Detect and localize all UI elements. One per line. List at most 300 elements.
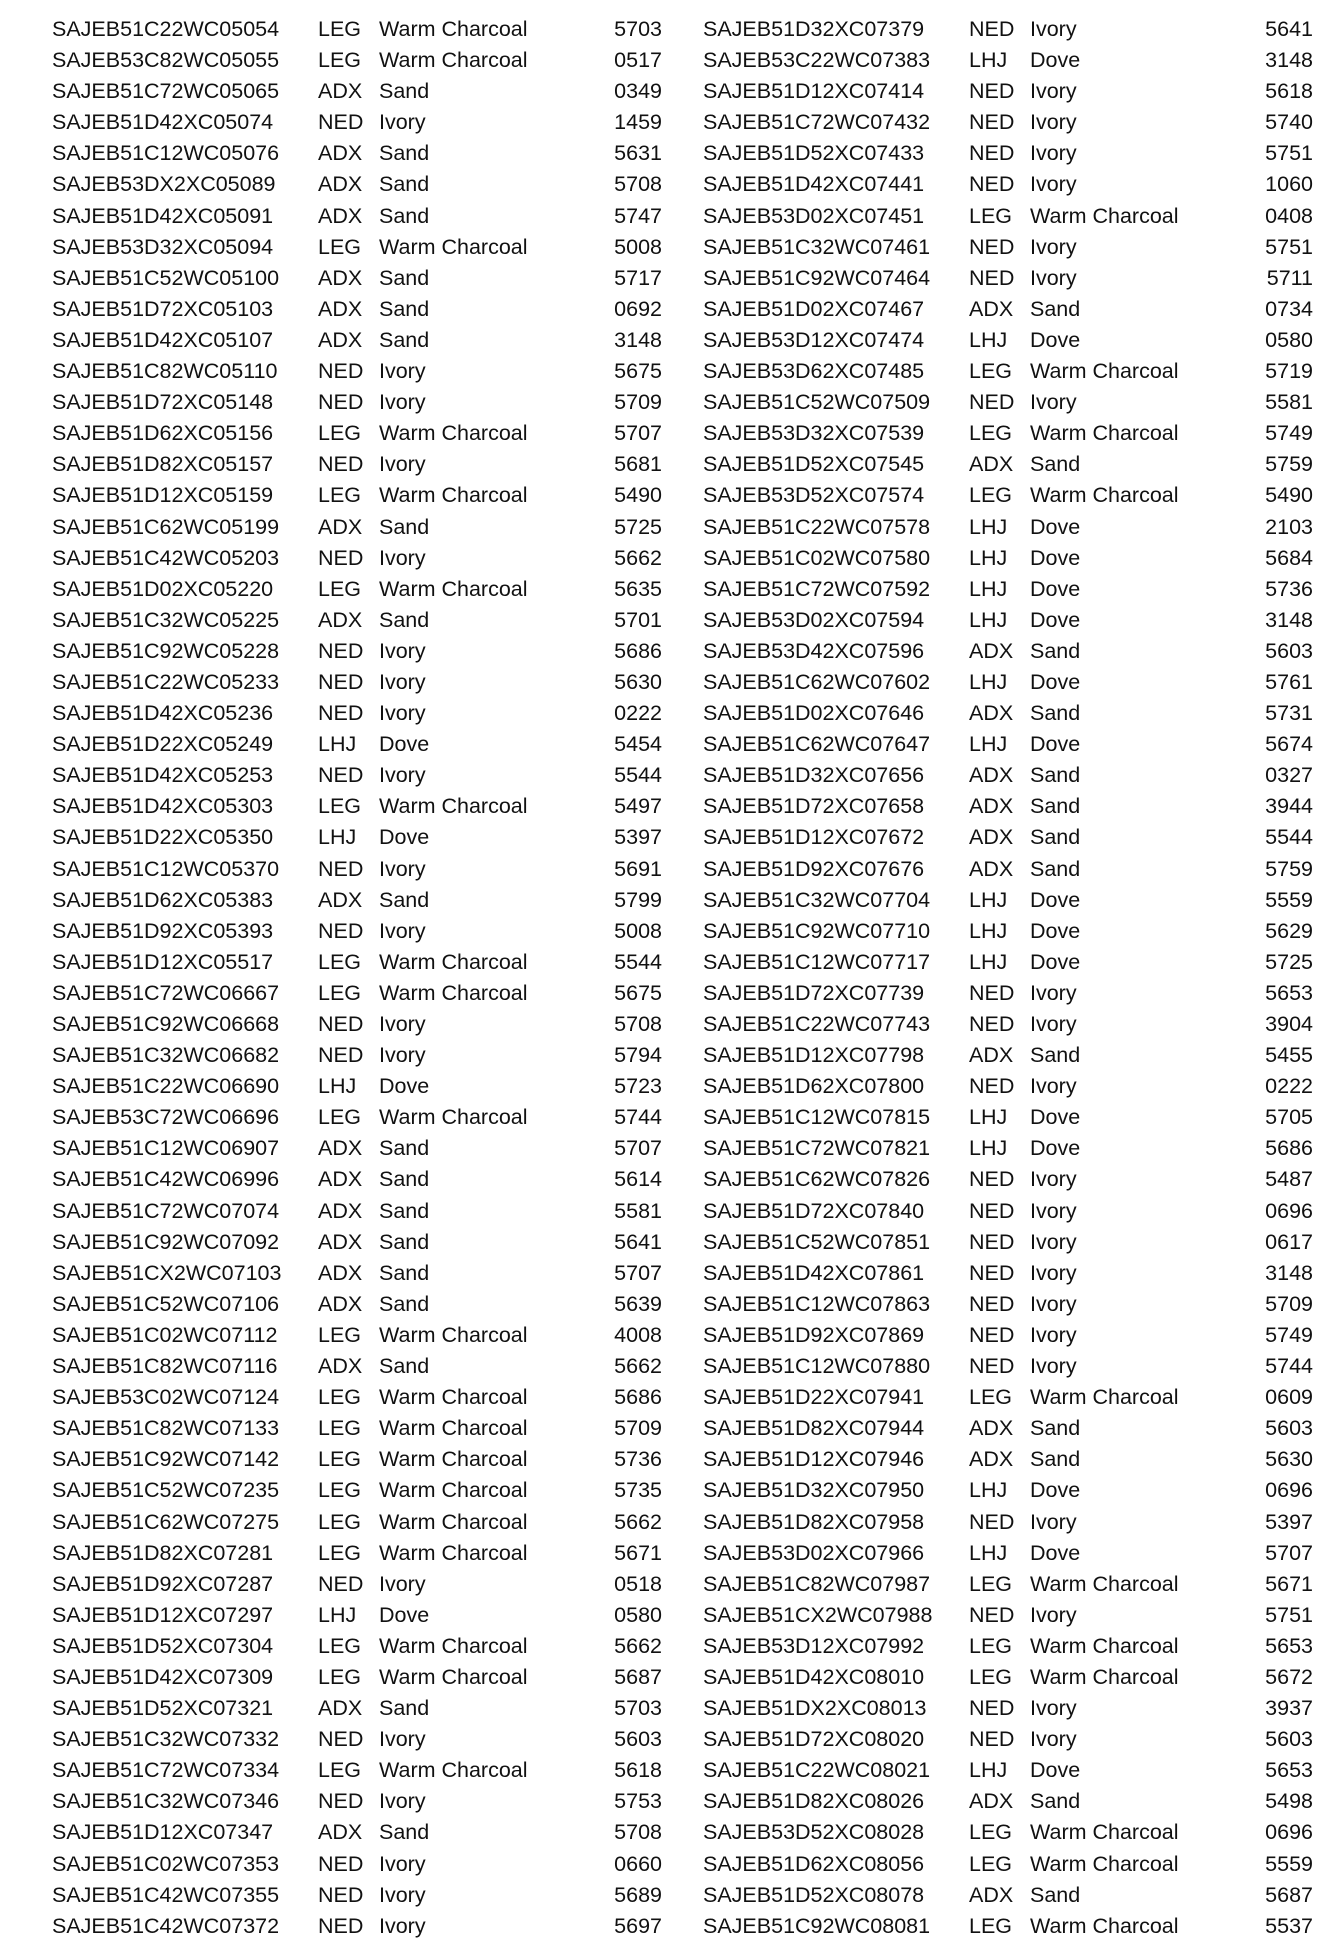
- code-cell: ADX: [969, 638, 1014, 663]
- code-cell: LEG: [318, 980, 362, 1005]
- vin-cell: SAJEB51C92WC08081: [703, 1913, 931, 1938]
- vin-cell: SAJEB51CX2WC07988: [703, 1602, 933, 1627]
- color-cell: Warm Charcoal: [379, 1758, 528, 1783]
- color-cell: Ivory: [1030, 1229, 1077, 1254]
- vin-cell: SAJEB51C92WC07710: [703, 918, 931, 943]
- number-cell: 5603: [1265, 1416, 1313, 1441]
- color-cell: Ivory: [379, 638, 426, 663]
- code-cell: LEG: [318, 1322, 362, 1347]
- number-cell: 5687: [1265, 1882, 1313, 1907]
- code-cell: LHJ: [318, 732, 357, 757]
- table-row: [52, 1662, 662, 1693]
- number-cell: 5761: [1265, 669, 1313, 694]
- color-cell: Warm Charcoal: [379, 1540, 528, 1565]
- code-cell: NED: [318, 359, 364, 384]
- color-cell: Warm Charcoal: [379, 48, 528, 73]
- table-row: [52, 1600, 662, 1631]
- code-cell: LHJ: [969, 887, 1008, 912]
- table-row: [52, 1040, 662, 1071]
- color-cell: Ivory: [1030, 110, 1077, 135]
- vin-cell: SAJEB53C72WC06696: [52, 1105, 280, 1130]
- code-cell: NED: [318, 918, 364, 943]
- vin-cell: SAJEB51C72WC05065: [52, 79, 280, 104]
- code-cell: NED: [318, 1727, 364, 1752]
- vin-cell: SAJEB51D22XC07941: [703, 1385, 925, 1410]
- number-cell: 5603: [614, 1727, 662, 1752]
- table-row: [52, 512, 662, 543]
- vin-cell: SAJEB51C32WC05225: [52, 607, 280, 632]
- vin-cell: SAJEB51D12XC05517: [52, 949, 274, 974]
- table-row: [52, 325, 662, 356]
- table-row: [703, 1444, 1313, 1475]
- vin-cell: SAJEB51D52XC08078: [703, 1882, 925, 1907]
- vin-cell: SAJEB51C72WC07821: [703, 1136, 931, 1161]
- code-cell: ADX: [969, 763, 1014, 788]
- code-cell: NED: [318, 701, 364, 726]
- color-cell: Ivory: [379, 763, 426, 788]
- table-row: [52, 885, 662, 916]
- vin-cell: SAJEB51D92XC07287: [52, 1571, 274, 1596]
- code-cell: LHJ: [318, 1074, 357, 1099]
- vin-cell: SAJEB51C72WC07074: [52, 1198, 280, 1223]
- table-row: [703, 822, 1313, 853]
- table-row: [52, 543, 662, 574]
- code-cell: NED: [969, 265, 1015, 290]
- table-row: [703, 916, 1313, 947]
- table-row: [703, 1196, 1313, 1227]
- table-row: [703, 667, 1313, 698]
- color-cell: Sand: [379, 1136, 430, 1161]
- vin-cell: SAJEB51D42XC05236: [52, 701, 274, 726]
- vin-cell: SAJEB51C52WC05100: [52, 265, 280, 290]
- code-cell: LEG: [969, 1820, 1013, 1845]
- code-cell: NED: [969, 390, 1015, 415]
- number-cell: 5671: [1265, 1571, 1313, 1596]
- vin-cell: SAJEB51C32WC06682: [52, 1043, 280, 1068]
- number-cell: 5635: [614, 576, 662, 601]
- number-cell: 5740: [1265, 110, 1313, 135]
- table-row: [52, 729, 662, 760]
- table-row: [52, 1538, 662, 1569]
- color-cell: Ivory: [1030, 980, 1077, 1005]
- vin-cell: SAJEB51C72WC07334: [52, 1758, 280, 1783]
- number-cell: 5731: [1265, 701, 1313, 726]
- number-cell: 3944: [1265, 794, 1313, 819]
- number-cell: 3148: [1265, 48, 1313, 73]
- color-cell: Warm Charcoal: [1030, 1385, 1179, 1410]
- table-row: [703, 1071, 1313, 1102]
- code-cell: LHJ: [318, 825, 357, 850]
- color-cell: Sand: [379, 514, 430, 539]
- number-cell: 0580: [1265, 327, 1313, 352]
- table-row: [703, 76, 1313, 107]
- code-cell: ADX: [318, 79, 363, 104]
- vin-cell: SAJEB51D42XC08010: [703, 1664, 925, 1689]
- number-cell: 0349: [614, 79, 662, 104]
- number-cell: 5751: [1265, 234, 1313, 259]
- code-cell: NED: [318, 1882, 364, 1907]
- number-cell: 5759: [1265, 856, 1313, 881]
- color-cell: Sand: [379, 1291, 430, 1316]
- number-cell: 5794: [614, 1043, 662, 1068]
- table-row: [52, 76, 662, 107]
- vin-cell: SAJEB51D72XC07739: [703, 980, 925, 1005]
- number-cell: 5736: [1265, 576, 1313, 601]
- color-cell: Ivory: [1030, 390, 1077, 415]
- code-cell: LEG: [969, 203, 1013, 228]
- code-cell: LHJ: [969, 732, 1008, 757]
- number-cell: 5630: [614, 669, 662, 694]
- vin-cell: SAJEB51C22WC07743: [703, 1012, 931, 1036]
- number-cell: 5689: [614, 1882, 662, 1907]
- vin-cell: SAJEB51C62WC07602: [703, 669, 931, 694]
- code-cell: NED: [969, 141, 1015, 166]
- code-cell: ADX: [318, 607, 363, 632]
- code-cell: NED: [318, 110, 364, 135]
- vin-cell: SAJEB51D12XC07347: [52, 1820, 274, 1845]
- vin-cell: SAJEB51C82WC07133: [52, 1416, 280, 1441]
- number-cell: 5697: [614, 1913, 662, 1938]
- vin-cell: SAJEB51C52WC07235: [52, 1478, 280, 1503]
- table-row: [52, 1258, 662, 1289]
- color-cell: Ivory: [1030, 1198, 1077, 1223]
- number-cell: 3148: [1265, 607, 1313, 632]
- table-row: [52, 1569, 662, 1600]
- table-row: [703, 14, 1313, 45]
- code-cell: NED: [969, 1354, 1015, 1379]
- number-cell: 5653: [1265, 980, 1313, 1005]
- color-cell: Warm Charcoal: [1030, 1571, 1179, 1596]
- table-row: [52, 1009, 662, 1040]
- listing-column-right: [703, 14, 1313, 1942]
- code-cell: ADX: [969, 856, 1014, 881]
- vin-cell: SAJEB51C22WC05233: [52, 669, 280, 694]
- number-cell: 5603: [1265, 638, 1313, 663]
- vin-cell: SAJEB51D72XC08020: [703, 1727, 925, 1752]
- number-cell: 5559: [1265, 1851, 1313, 1876]
- table-row: [52, 169, 662, 200]
- vin-cell: SAJEB51D62XC05383: [52, 887, 274, 912]
- code-cell: ADX: [318, 887, 363, 912]
- table-row: [52, 1164, 662, 1195]
- number-cell: 5559: [1265, 887, 1313, 912]
- color-cell: Warm Charcoal: [1030, 421, 1179, 446]
- number-cell: 5759: [1265, 452, 1313, 477]
- color-cell: Dove: [1030, 1105, 1081, 1130]
- vin-cell: SAJEB51D42XC05303: [52, 794, 274, 819]
- number-cell: 5711: [1266, 265, 1313, 290]
- code-cell: LEG: [318, 794, 362, 819]
- vin-cell: SAJEB51D62XC08056: [703, 1851, 925, 1876]
- vin-cell: SAJEB53DX2XC05089: [52, 172, 276, 197]
- table-row: [52, 263, 662, 294]
- vin-cell: SAJEB51D92XC07676: [703, 856, 925, 881]
- table-row: [703, 854, 1313, 885]
- table-row: [52, 1413, 662, 1444]
- vin-cell: SAJEB51D52XC07545: [703, 452, 925, 477]
- color-cell: Ivory: [1030, 1602, 1077, 1627]
- vin-cell: SAJEB51C22WC06690: [52, 1074, 280, 1099]
- table-row: [703, 480, 1313, 511]
- table-row: [52, 667, 662, 698]
- color-cell: Warm Charcoal: [379, 1664, 528, 1689]
- number-cell: 3937: [1265, 1696, 1313, 1721]
- table-row: [52, 107, 662, 138]
- vin-cell: SAJEB51D32XC07950: [703, 1478, 925, 1503]
- vin-cell: SAJEB51D92XC07869: [703, 1322, 925, 1347]
- number-cell: 5705: [1265, 1105, 1313, 1130]
- code-cell: ADX: [318, 327, 363, 352]
- code-cell: ADX: [969, 452, 1014, 477]
- vin-cell: SAJEB51D12XC07414: [703, 79, 925, 104]
- color-cell: Warm Charcoal: [379, 1416, 528, 1441]
- number-cell: 1060: [1265, 172, 1313, 197]
- color-cell: Sand: [1030, 1043, 1081, 1068]
- number-cell: 5717: [614, 265, 662, 290]
- color-cell: Dove: [1030, 1478, 1081, 1503]
- vin-cell: SAJEB51D82XC08026: [703, 1789, 925, 1814]
- vin-cell: SAJEB51D82XC07958: [703, 1509, 925, 1534]
- vin-cell: SAJEB51C32WC07346: [52, 1789, 280, 1814]
- code-cell: NED: [318, 1012, 364, 1036]
- color-cell: Dove: [1030, 514, 1081, 539]
- table-row: [52, 356, 662, 387]
- table-row: [52, 387, 662, 418]
- number-cell: 0222: [614, 701, 662, 726]
- number-cell: 5653: [1265, 1758, 1313, 1783]
- number-cell: 2103: [1265, 514, 1313, 539]
- table-row: [52, 1351, 662, 1382]
- vin-cell: SAJEB51D12XC07672: [703, 825, 925, 850]
- vin-cell: SAJEB51C52WC07509: [703, 390, 931, 415]
- table-row: [703, 1320, 1313, 1351]
- number-cell: 5725: [1265, 949, 1313, 974]
- code-cell: LEG: [318, 1416, 362, 1441]
- vin-cell: SAJEB51D12XC07297: [52, 1602, 274, 1627]
- code-cell: NED: [969, 1727, 1015, 1752]
- table-row: [52, 636, 662, 667]
- vin-cell: SAJEB53D02XC07966: [703, 1540, 925, 1565]
- vin-cell: SAJEB51D52XC07433: [703, 141, 925, 166]
- vin-cell: SAJEB51C82WC07116: [52, 1354, 278, 1379]
- vin-cell: SAJEB51D42XC07309: [52, 1664, 274, 1689]
- table-row: [703, 1227, 1313, 1258]
- color-cell: Ivory: [1030, 1509, 1077, 1534]
- color-cell: Sand: [379, 607, 430, 632]
- code-cell: NED: [969, 172, 1015, 197]
- color-cell: Ivory: [379, 1913, 426, 1938]
- code-cell: LEG: [318, 234, 362, 259]
- color-cell: Sand: [379, 1696, 430, 1721]
- number-cell: 5603: [1265, 1727, 1313, 1752]
- number-cell: 5581: [614, 1198, 662, 1223]
- table-row: [52, 1475, 662, 1506]
- number-cell: 5008: [614, 918, 662, 943]
- vin-cell: SAJEB53D02XC07451: [703, 203, 925, 228]
- table-row: [703, 1538, 1313, 1569]
- color-cell: Sand: [1030, 825, 1081, 850]
- table-row: [703, 1133, 1313, 1164]
- table-row: [52, 1320, 662, 1351]
- color-cell: Ivory: [1030, 1291, 1077, 1316]
- color-cell: Sand: [1030, 701, 1081, 726]
- color-cell: Dove: [1030, 327, 1081, 352]
- vin-cell: SAJEB51C12WC07717: [703, 949, 931, 974]
- table-row: [703, 45, 1313, 76]
- color-cell: Ivory: [1030, 1074, 1077, 1099]
- vin-cell: SAJEB51C42WC07355: [52, 1882, 280, 1907]
- color-cell: Dove: [1030, 949, 1081, 974]
- code-cell: ADX: [318, 1696, 363, 1721]
- color-cell: Dove: [1030, 887, 1081, 912]
- table-row: [703, 885, 1313, 916]
- table-row: [703, 1009, 1313, 1040]
- number-cell: 5744: [1265, 1354, 1313, 1379]
- vin-cell: SAJEB51C02WC07112: [52, 1322, 278, 1347]
- code-cell: LEG: [969, 1385, 1013, 1410]
- color-cell: Warm Charcoal: [1030, 1851, 1179, 1876]
- code-cell: LEG: [318, 1633, 362, 1658]
- number-cell: 5618: [1265, 79, 1313, 104]
- table-row: [52, 418, 662, 449]
- table-row: [703, 1600, 1313, 1631]
- table-row: [703, 698, 1313, 729]
- table-row: [703, 760, 1313, 791]
- table-row: [703, 636, 1313, 667]
- table-row: [52, 1724, 662, 1755]
- code-cell: LEG: [969, 1913, 1013, 1938]
- number-cell: 5723: [614, 1074, 662, 1099]
- code-cell: LHJ: [969, 669, 1008, 694]
- vin-cell: SAJEB53C82WC05055: [52, 48, 280, 73]
- color-cell: Ivory: [1030, 141, 1077, 166]
- listing-column-left: [52, 14, 662, 1942]
- color-cell: Sand: [379, 887, 430, 912]
- number-cell: 5751: [1265, 1602, 1313, 1627]
- number-cell: 5707: [614, 1136, 662, 1161]
- table-row: [703, 107, 1313, 138]
- color-cell: Warm Charcoal: [379, 483, 528, 508]
- vin-cell: SAJEB51C62WC07275: [52, 1509, 280, 1534]
- code-cell: LEG: [318, 17, 362, 41]
- vin-cell: SAJEB53D52XC07574: [703, 483, 925, 508]
- code-cell: NED: [969, 1291, 1015, 1316]
- color-cell: Warm Charcoal: [1030, 203, 1179, 228]
- number-cell: 5719: [1265, 359, 1313, 384]
- code-cell: LHJ: [969, 48, 1008, 73]
- vin-cell: SAJEB53D42XC07596: [703, 638, 925, 663]
- color-cell: Warm Charcoal: [379, 1447, 528, 1472]
- color-cell: Ivory: [1030, 1322, 1077, 1347]
- vin-cell: SAJEB51D02XC05220: [52, 576, 274, 601]
- table-row: [703, 791, 1313, 822]
- color-cell: Warm Charcoal: [1030, 1913, 1179, 1938]
- color-cell: Sand: [1030, 296, 1081, 321]
- number-cell: 5671: [614, 1540, 662, 1565]
- number-cell: 5544: [614, 949, 662, 974]
- vin-cell: SAJEB51D02XC07646: [703, 701, 925, 726]
- vin-cell: SAJEB51C22WC08021: [703, 1758, 931, 1783]
- number-cell: 5675: [614, 359, 662, 384]
- number-cell: 0609: [1265, 1385, 1313, 1410]
- table-row: [703, 1755, 1313, 1786]
- code-cell: NED: [969, 79, 1015, 104]
- table-row: [703, 1662, 1313, 1693]
- vin-cell: SAJEB51C12WC07880: [703, 1354, 931, 1379]
- color-cell: Sand: [379, 265, 430, 290]
- number-cell: 5709: [614, 390, 662, 415]
- number-cell: 0517: [614, 48, 662, 73]
- number-cell: 5631: [614, 141, 662, 166]
- color-cell: Ivory: [1030, 79, 1077, 104]
- color-cell: Sand: [379, 79, 430, 104]
- vin-cell: SAJEB53D52XC08028: [703, 1820, 925, 1845]
- code-cell: ADX: [318, 172, 363, 197]
- table-row: [52, 480, 662, 511]
- table-row: [703, 947, 1313, 978]
- number-cell: 5744: [614, 1105, 662, 1130]
- code-cell: LHJ: [969, 918, 1008, 943]
- number-cell: 5614: [614, 1167, 662, 1192]
- number-cell: 5537: [1265, 1913, 1313, 1938]
- number-cell: 5686: [1265, 1136, 1313, 1161]
- code-cell: ADX: [318, 203, 363, 228]
- table-row: [52, 947, 662, 978]
- color-cell: Sand: [1030, 1447, 1081, 1472]
- color-cell: Ivory: [1030, 172, 1077, 197]
- number-cell: 5544: [614, 763, 662, 788]
- table-row: [52, 1849, 662, 1880]
- table-row: [52, 916, 662, 947]
- color-cell: Warm Charcoal: [379, 234, 528, 259]
- number-cell: 5672: [1265, 1664, 1313, 1689]
- vin-cell: SAJEB51C72WC07432: [703, 110, 931, 135]
- color-cell: Sand: [379, 1354, 430, 1379]
- code-cell: ADX: [969, 1043, 1014, 1068]
- code-cell: NED: [318, 1789, 364, 1814]
- table-row: [703, 1102, 1313, 1133]
- vin-cell: SAJEB51C42WC07372: [52, 1913, 280, 1938]
- code-cell: LEG: [318, 1664, 362, 1689]
- code-cell: LEG: [969, 1571, 1013, 1596]
- code-cell: NED: [969, 1322, 1015, 1347]
- table-row: [52, 1755, 662, 1786]
- code-cell: LHJ: [969, 576, 1008, 601]
- number-cell: 5684: [1265, 545, 1313, 570]
- table-row: [703, 449, 1313, 480]
- number-cell: 5701: [614, 607, 662, 632]
- vin-cell: SAJEB51D72XC05103: [52, 296, 274, 321]
- vin-cell: SAJEB53D32XC05094: [52, 234, 274, 259]
- vin-cell: SAJEB51D42XC05107: [52, 327, 274, 352]
- code-cell: LEG: [969, 421, 1013, 446]
- table-row: [52, 1507, 662, 1538]
- code-cell: ADX: [318, 265, 363, 290]
- color-cell: Sand: [379, 1229, 430, 1254]
- color-cell: Dove: [1030, 607, 1081, 632]
- vin-cell: SAJEB53C02WC07124: [52, 1385, 280, 1410]
- table-row: [703, 387, 1313, 418]
- vin-cell: SAJEB51D32XC07656: [703, 763, 925, 788]
- code-cell: LEG: [318, 1509, 362, 1534]
- code-cell: NED: [969, 234, 1015, 259]
- vin-cell: SAJEB51D42XC05253: [52, 763, 274, 788]
- table-row: [703, 1911, 1313, 1942]
- color-cell: Dove: [1030, 669, 1081, 694]
- table-row: [703, 1849, 1313, 1880]
- color-cell: Ivory: [1030, 1012, 1077, 1036]
- code-cell: LEG: [318, 1758, 362, 1783]
